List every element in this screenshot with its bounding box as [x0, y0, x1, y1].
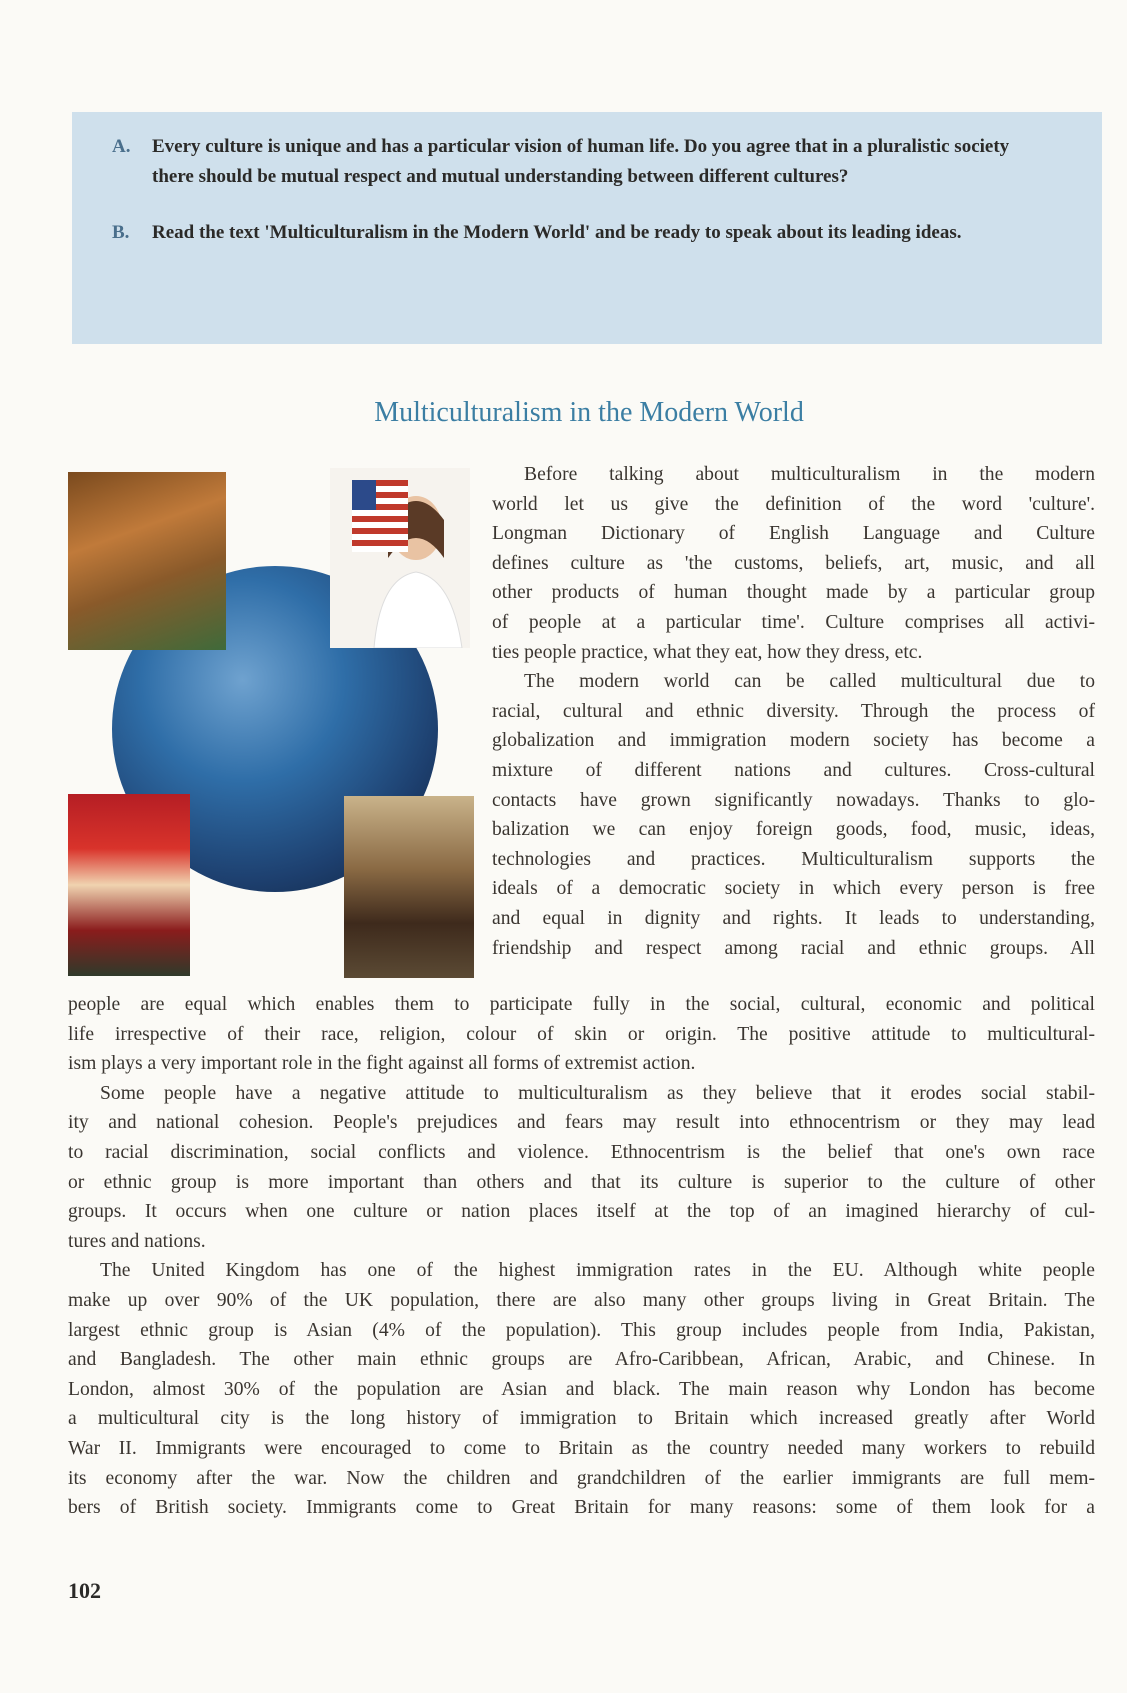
text-line: bers of British society. Immigrants come to Great Britain for many reasons: some of them look for a	[68, 1497, 1095, 1519]
text-line: world let us give the definition of the word 'culture'.	[492, 493, 1095, 515]
text-line: make up over 90% of the UK population, there are also many other groups living in Great Britain. The	[68, 1289, 1095, 1311]
african-man-photo	[344, 796, 474, 978]
indian-woman-photo	[68, 472, 226, 650]
text-line: its economy after the war. Now the children and grandchildren of the earlier immigrants are full mem-	[68, 1467, 1095, 1489]
text-line: The United Kingdom has one of the highest immigration rates in the EU. Although white people	[100, 1260, 1095, 1282]
text-line: largest ethnic group is Asian (4% of the population). This group includes people from India, Pakistan,	[68, 1319, 1095, 1341]
text-line: a multicultural city is the long history of immigration to Britain which increased greatly after World	[68, 1408, 1095, 1430]
task-letter: B.	[112, 222, 130, 243]
task-text: Read the text 'Multiculturalism in the Modern World' and be ready to speak about its leading ideas.	[152, 222, 962, 243]
text-line: Longman Dictionary of English Language and Culture	[492, 523, 1095, 545]
text-line: ity and national cohesion. People's prejudices and fears may result into ethnocentrism or they may lead	[68, 1112, 1095, 1134]
text-line: and Bangladesh. The other main ethnic groups are Afro-Caribbean, African, Arabic, and Chinese. In	[68, 1349, 1095, 1371]
text-line: or ethnic group is more important than others and that its culture is superior to the culture of other	[68, 1171, 1095, 1193]
text-line: contacts have grown significantly nowadays. Thanks to glo-	[492, 789, 1095, 811]
task-box	[72, 112, 1102, 344]
text-line: and equal in dignity and rights. It leads to understanding,	[492, 907, 1095, 929]
text-line: tures and nations.	[68, 1230, 206, 1252]
task-a	[112, 132, 1042, 192]
text-line: groups. It occurs when one culture or nation places itself at the top of an imagined hierarchy of cul-	[68, 1201, 1095, 1223]
text-line: to racial discrimination, social conflicts and violence. Ethnocentrism is the belief that one's own race	[68, 1141, 1095, 1163]
text-line: of people at a particular time'. Culture comprises all activi-	[492, 611, 1095, 633]
photo-collage	[68, 468, 474, 978]
text-line: racial, cultural and ethnic diversity. Through the process of	[492, 700, 1095, 722]
text-line: life irrespective of their race, religion, colour of skin or origin. The positive attitude to multicultural-	[68, 1023, 1095, 1045]
text-line: friendship and respect among racial and ethnic groups. All	[492, 937, 1095, 959]
text-line: War II. Immigrants were encouraged to come to Britain as the country needed many workers to rebuild	[68, 1437, 1095, 1459]
article-text-full	[68, 990, 1095, 1523]
task-text: Every culture is unique and has a particular vision of human life. Do you agree that in a pluralistic society there should be mutual respect and mutual understanding between different cultures?	[152, 136, 1010, 187]
page-number: 102	[68, 1578, 101, 1603]
text-line: ism plays a very important role in the fight against all forms of extremist action.	[68, 1053, 696, 1075]
text-line: defines culture as 'the customs, beliefs, art, music, and all	[492, 552, 1095, 574]
asian-woman-photo	[68, 794, 190, 976]
text-line: Before talking about multiculturalism in the modern	[524, 464, 1095, 485]
flag-canton	[352, 480, 376, 510]
text-line: technologies and practices. Multiculturalism supports the	[492, 848, 1095, 870]
text-line: people are equal which enables them to participate fully in the social, cultural, economic and political	[68, 994, 1095, 1015]
text-line: Some people have a negative attitude to multiculturalism as they believe that it erodes social stabil-	[100, 1082, 1095, 1104]
text-line: ties people practice, what they eat, how they dress, etc.	[492, 641, 923, 663]
task-letter: A.	[112, 136, 131, 157]
text-line: London, almost 30% of the population are Asian and black. The main reason why London has become	[68, 1378, 1095, 1400]
article-title: Multiculturalism in the Modern World	[374, 397, 804, 428]
task-b	[112, 218, 1042, 248]
text-line: balization we can enjoy foreign goods, food, music, ideas,	[492, 819, 1095, 841]
text-line: mixture of different nations and cultures. Cross-cultural	[492, 759, 1095, 781]
article-text-right	[492, 460, 1095, 963]
text-line: ideals of a democratic society in which every person is free	[492, 878, 1095, 900]
text-line: globalization and immigration modern society has become a	[492, 730, 1095, 752]
text-line: The modern world can be called multicultural due to	[524, 671, 1095, 693]
text-line: other products of human thought made by a particular group	[492, 582, 1095, 604]
